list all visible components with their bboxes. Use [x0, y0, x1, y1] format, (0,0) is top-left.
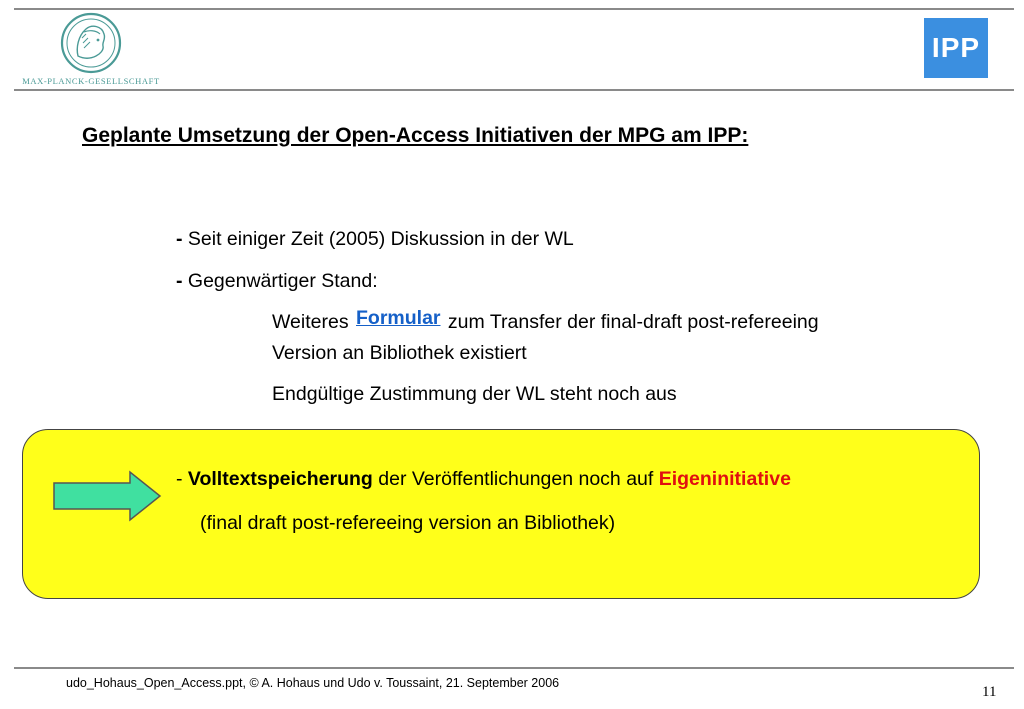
own-initiative-term: Eigeninitiative	[658, 468, 791, 490]
bullet-dash: -	[176, 228, 183, 250]
bullet-discussion	[176, 228, 574, 251]
footer-divider	[14, 667, 1014, 669]
bullet-current-status	[176, 270, 378, 293]
sub-text-after: zum Transfer der final-draft post-refereeing	[442, 311, 819, 333]
formular-link[interactable]: Formular	[356, 307, 441, 329]
sub-item-form-continued: Version an Bibliothek existiert	[272, 342, 527, 364]
bullet-fulltext-detail: (final draft post-refereeing version an Bibliothek)	[200, 512, 616, 534]
footer-text: udo_Hohaus_Open_Access.ppt, © A. Hohaus und Udo v. Toussaint, 21. September 2006	[66, 676, 560, 690]
bullet-fulltext-storage	[176, 468, 791, 491]
bullet-dash: -	[176, 270, 183, 292]
mpg-wordmark: MAX-PLANCK-GESELLSCHAFT	[22, 76, 160, 86]
right-arrow-icon	[52, 470, 164, 522]
bullet-text: Gegenwärtiger Stand:	[182, 270, 378, 292]
bullet-text: der Veröffentlichungen noch auf	[372, 468, 659, 490]
top-divider	[14, 8, 1014, 10]
minerva-head-icon	[56, 12, 126, 74]
ipp-logo: IPP	[924, 18, 988, 78]
bullet-dash: -	[176, 468, 188, 490]
sub-item-form	[272, 307, 819, 334]
sub-item-approval: Endgültige Zustimmung der WL steht noch aus	[272, 383, 677, 405]
header-divider	[14, 89, 1014, 91]
fulltext-term: Volltextspeicherung	[187, 468, 373, 490]
slide-title: Geplante Umsetzung der Open-Access Initiativen der MPG am IPP:	[82, 124, 749, 147]
page-number: 11	[982, 684, 997, 700]
mpg-logo	[16, 12, 166, 88]
sub-text-before: Weiteres	[272, 311, 354, 333]
bullet-text: Seit einiger Zeit (2005) Diskussion in der WL	[182, 228, 574, 250]
